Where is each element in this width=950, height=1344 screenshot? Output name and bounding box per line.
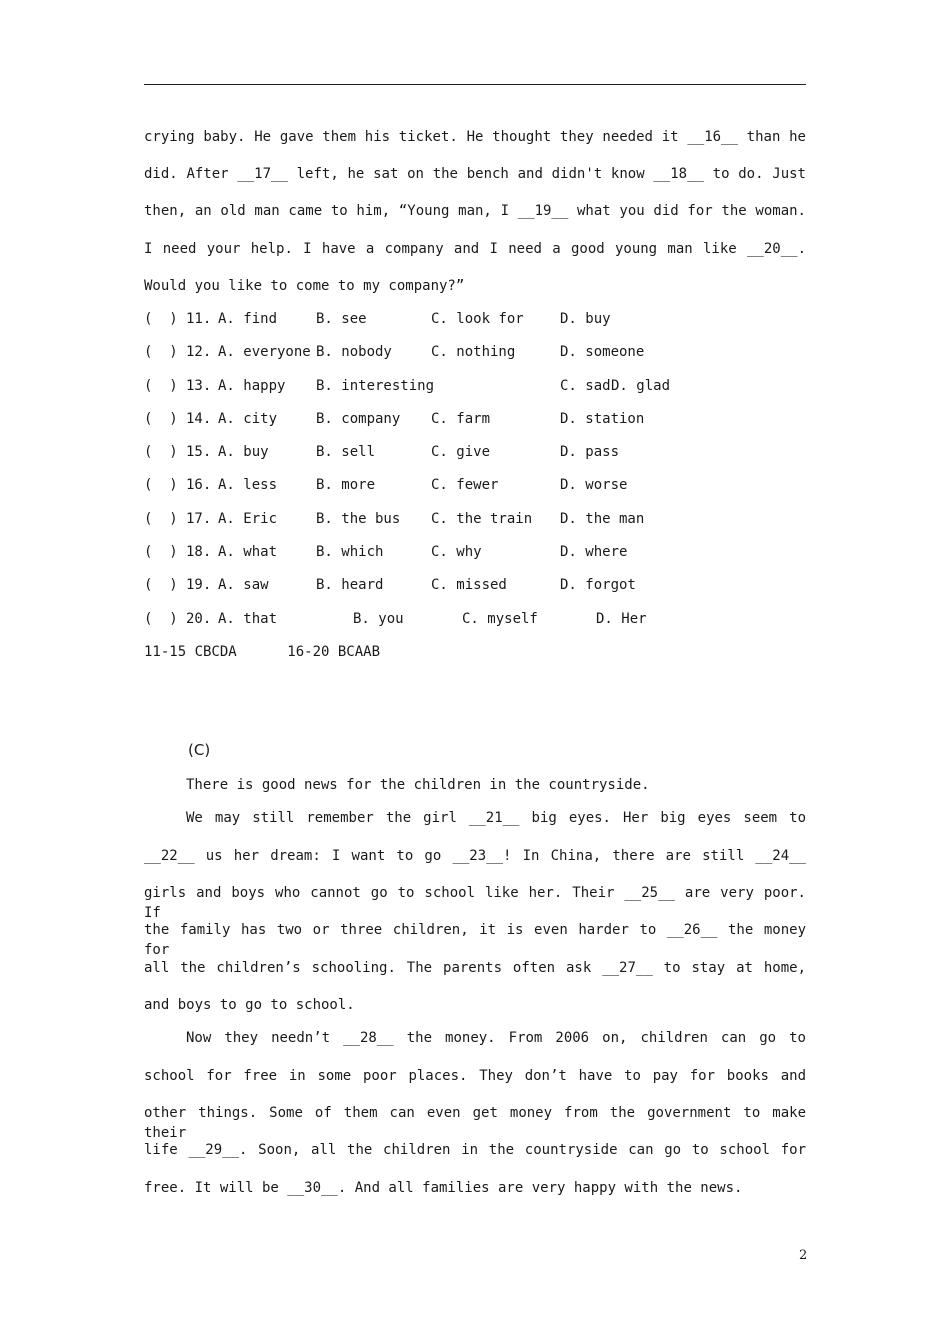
option-a: A. buy bbox=[218, 444, 269, 460]
option-b: B. interesting bbox=[316, 378, 435, 394]
header-rule bbox=[144, 84, 806, 85]
passage-line: did. After __17__ left, he sat on the bench and didn't know __18__ to do. Just bbox=[144, 166, 806, 182]
option-a: A. less bbox=[218, 477, 278, 493]
option-c: C. the train bbox=[431, 511, 533, 527]
question-number: 18. bbox=[186, 544, 212, 560]
option-b: B. see bbox=[316, 311, 367, 327]
option-d: D. pass bbox=[560, 444, 620, 460]
question-number: 14. bbox=[186, 411, 212, 427]
answer-key: 11-15 CBCDA 16-20 BCAAB bbox=[144, 644, 381, 660]
option-d: D. the man bbox=[560, 511, 645, 527]
option-b: B. the bus bbox=[316, 511, 401, 527]
option-d: D. buy bbox=[560, 311, 611, 327]
answer-bracket: ( ) bbox=[144, 477, 178, 493]
answer-bracket: ( ) bbox=[144, 511, 178, 527]
option-a: A. what bbox=[218, 544, 278, 560]
paragraph-line: school for free in some poor places. They don’t have to pay for books and bbox=[144, 1068, 806, 1084]
question-number: 17. bbox=[186, 511, 212, 527]
paragraph-line: Now they needn’t __28__ the money. From 2006 on, children can go to bbox=[186, 1030, 806, 1046]
paragraph-line: We may still remember the girl __21__ big eyes. Her big eyes seem to bbox=[186, 810, 806, 826]
option-c: C. sad bbox=[560, 378, 611, 394]
option-d: D. station bbox=[560, 411, 645, 427]
section-intro: There is good news for the children in the countryside. bbox=[186, 777, 650, 793]
option-c: C. farm bbox=[431, 411, 491, 427]
option-c: C. myself bbox=[462, 611, 538, 627]
answer-bracket: ( ) bbox=[144, 411, 178, 427]
option-b: B. company bbox=[316, 411, 401, 427]
paragraph-line: all the children’s schooling. The parents often ask __27__ to stay at home, bbox=[144, 960, 806, 976]
paragraph-line: other things. Some of them can even get money from the government to make their bbox=[144, 1105, 806, 1141]
option-d: D. forgot bbox=[560, 577, 636, 593]
option-b: B. sell bbox=[316, 444, 376, 460]
passage-line: Would you like to come to my company?” bbox=[144, 278, 465, 294]
option-c: C. missed bbox=[431, 577, 507, 593]
option-c: C. why bbox=[431, 544, 482, 560]
option-b: B. heard bbox=[316, 577, 384, 593]
answer-bracket: ( ) bbox=[144, 311, 178, 327]
option-a: A. everyone bbox=[218, 344, 311, 360]
paragraph-line: __22__ us her dream: I want to go __23__! In China, there are still __24__ bbox=[144, 848, 806, 864]
option-b: B. more bbox=[316, 477, 376, 493]
answer-bracket: ( ) bbox=[144, 444, 178, 460]
answer-bracket: ( ) bbox=[144, 577, 178, 593]
question-number: 12. bbox=[186, 344, 212, 360]
option-a: A. find bbox=[218, 311, 278, 327]
option-d: D. glad bbox=[611, 378, 671, 394]
question-number: 20. bbox=[186, 611, 212, 627]
option-c: C. fewer bbox=[431, 477, 499, 493]
passage-line: then, an old man came to him, “Young man, I __19__ what you did for the woman. bbox=[144, 203, 806, 219]
option-b: B. nobody bbox=[316, 344, 392, 360]
passage-line: crying baby. He gave them his ticket. He thought they needed it __16__ than he bbox=[144, 129, 806, 145]
option-d: D. Her bbox=[596, 611, 647, 627]
option-b: B. you bbox=[353, 611, 404, 627]
answer-bracket: ( ) bbox=[144, 378, 178, 394]
option-d: D. worse bbox=[560, 477, 628, 493]
paragraph-line: and boys to go to school. bbox=[144, 997, 355, 1013]
option-c: C. nothing bbox=[431, 344, 516, 360]
option-c: C. give bbox=[431, 444, 491, 460]
question-number: 19. bbox=[186, 577, 212, 593]
option-b: B. which bbox=[316, 544, 384, 560]
question-number: 11. bbox=[186, 311, 212, 327]
paragraph-line: life __29__. Soon, all the children in the countryside can go to school for bbox=[144, 1142, 806, 1158]
passage-line: I need your help. I have a company and I need a good young man like __20__. bbox=[144, 241, 806, 257]
option-c: C. look for bbox=[431, 311, 524, 327]
option-a: A. happy bbox=[218, 378, 286, 394]
answer-bracket: ( ) bbox=[144, 544, 178, 560]
answer-bracket: ( ) bbox=[144, 344, 178, 360]
question-number: 15. bbox=[186, 444, 212, 460]
section-heading: (C) bbox=[188, 741, 211, 759]
page-number: 2 bbox=[799, 1248, 808, 1263]
paragraph-line: free. It will be __30__. And all families are very happy with the news. bbox=[144, 1180, 743, 1196]
paragraph-line: girls and boys who cannot go to school like her. Their __25__ are very poor. If bbox=[144, 885, 806, 921]
paragraph-line: the family has two or three children, it is even harder to __26__ the money for bbox=[144, 922, 806, 958]
option-a: A. Eric bbox=[218, 511, 278, 527]
option-d: D. someone bbox=[560, 344, 645, 360]
option-a: A. that bbox=[218, 611, 278, 627]
option-d: D. where bbox=[560, 544, 628, 560]
question-number: 13. bbox=[186, 378, 212, 394]
question-number: 16. bbox=[186, 477, 212, 493]
answer-bracket: ( ) bbox=[144, 611, 178, 627]
option-a: A. saw bbox=[218, 577, 269, 593]
option-a: A. city bbox=[218, 411, 278, 427]
